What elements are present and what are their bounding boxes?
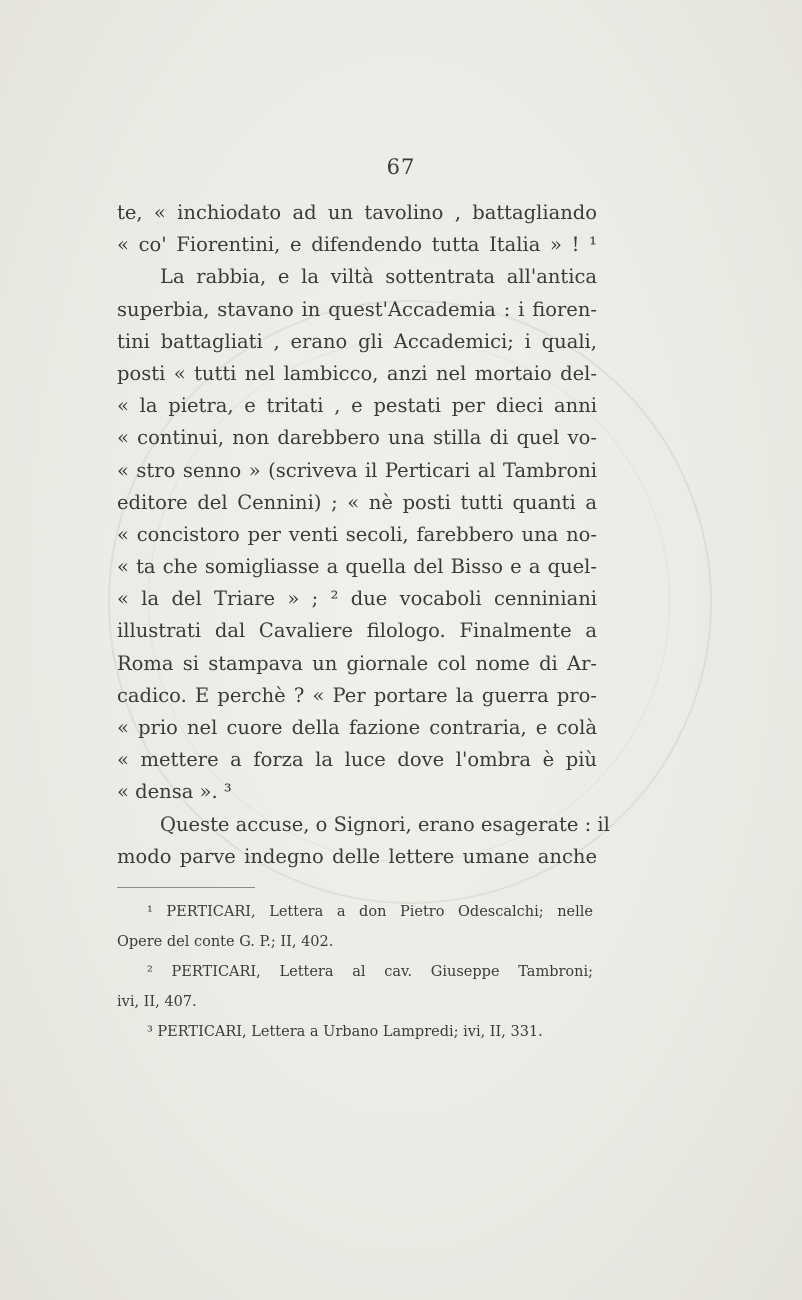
footnote-line: ivi, II, 407. — [117, 994, 197, 1010]
footnote-line: ³ PERTICARI, Lettera a Urbano Lampredi; ivi, II, 331. — [147, 1024, 543, 1040]
text-line: Roma si stampava un giornale col nome di Ar- — [117, 651, 597, 675]
footnotes — [117, 897, 593, 1047]
text-line: « mettere a forza la luce dove l'ombra è più — [117, 748, 597, 772]
text-line: « densa ». ³ — [117, 780, 232, 804]
text-line: tini battagliati , erano gli Accademici; i quali, — [117, 329, 597, 353]
text-line: « continui, non darebbero una stilla di quel vo- — [117, 426, 597, 450]
text-line: superbia, stavano in quest'Accademia : i fioren- — [117, 297, 597, 321]
text-line: « ta che somigliasse a quella del Bisso e a quel- — [117, 555, 597, 579]
text-line: posti « tutti nel lambicco, anzi nel mortaio del- — [117, 361, 597, 385]
footnote-line: ² PERTICARI, Lettera al cav. Giuseppe Tambroni; — [147, 964, 593, 980]
text-line: « prio nel cuore della fazione contraria, e colà — [117, 716, 597, 739]
text-line: te, « inchiodato ad un tavolino , battagliando — [117, 201, 597, 224]
text-line: Queste accuse, o Signori, erano esagerate : il — [160, 812, 610, 836]
text-line: editore del Cennini) ; « nè posti tutti quanti a — [117, 490, 597, 514]
text-line: « stro senno » (scriveva il Perticari al Tambroni — [117, 458, 597, 482]
footnote-line: Opere del conte G. P.; II, 402. — [117, 934, 334, 950]
page-number: 67 — [386, 155, 416, 179]
footnote-line: ¹ PERTICARI, Lettera a don Pietro Odescalchi; nelle — [147, 904, 593, 920]
text-line: « la pietra, e tritati , e pestati per dieci anni — [117, 394, 597, 418]
text-line: « co' Fiorentini, e difendendo tutta Italia » ! ¹ — [117, 233, 597, 257]
body-text — [117, 197, 610, 873]
text-line: « concistoro per venti secoli, farebbero una no- — [117, 522, 597, 546]
footnote-divider — [117, 887, 255, 888]
text-line: modo parve indegno delle lettere umane anche — [117, 844, 597, 868]
text-line: « la del Triare » ; ² due vocaboli cenniniani — [117, 587, 597, 611]
text-line: illustrati dal Cavaliere filologo. Finalmente a — [117, 619, 597, 643]
text-line: La rabbia, e la viltà sottentrata all'antica — [160, 265, 597, 289]
text-line: cadico. E perchè ? « Per portare la guerra pro- — [117, 683, 597, 707]
